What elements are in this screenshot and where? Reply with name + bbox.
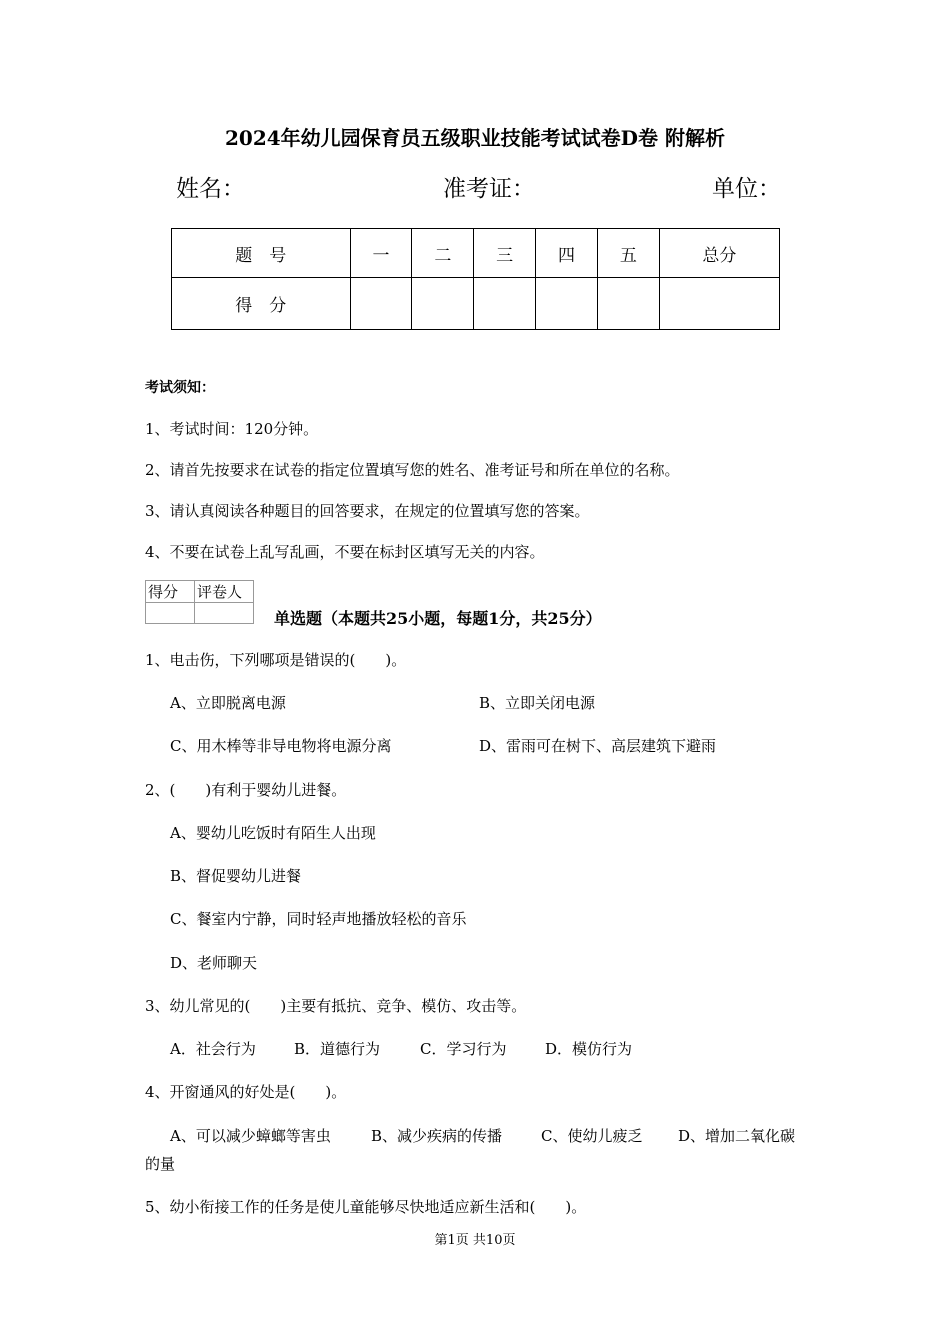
score-table-empty-cell	[474, 278, 536, 330]
question-stem: 4、开窗通风的好处是( )。	[145, 1083, 347, 1101]
score-table-header-row	[172, 229, 780, 278]
question-option: C、餐室内宁静，同时轻声地播放轻松的音乐	[170, 910, 467, 928]
exam-id-field-label: 准考证：	[443, 176, 535, 202]
score-table-score-row	[172, 278, 780, 330]
question-stem: 2、( )有利于婴幼儿进餐。	[145, 781, 347, 799]
section-title: 单选题（本题共25小题，每题1分，共25分）	[274, 609, 602, 628]
score-table-row-label: 得 分	[172, 278, 351, 330]
score-table-empty-cell	[350, 278, 412, 330]
question-option: D．模仿行为	[545, 1040, 633, 1058]
score-table-header-cell: 四	[536, 229, 598, 278]
question-option: D、增加二氧化碳	[678, 1127, 796, 1145]
grader-name-cell	[195, 603, 254, 624]
question-option: B．道德行为	[294, 1040, 381, 1058]
question-option: C、用木棒等非导电物将电源分离	[170, 737, 392, 755]
grader-score-cell	[146, 603, 195, 624]
notice-heading: 考试须知：	[145, 380, 215, 396]
score-table-header-cell: 总分	[659, 229, 779, 278]
score-table-empty-cell	[536, 278, 598, 330]
question-option: A、婴幼儿吃饭时有陌生人出现	[170, 824, 376, 842]
notice-item: 2、请首先按要求在试卷的指定位置填写您的姓名、准考证号和所在单位的名称。	[145, 461, 680, 479]
score-table-header-cell: 三	[474, 229, 536, 278]
question-option: B、减少疾病的传播	[371, 1127, 503, 1145]
score-table-empty-cell	[659, 278, 779, 330]
grader-score-label: 得分	[146, 581, 195, 603]
score-table-header-cell: 题 号	[172, 229, 351, 278]
page-footer: 第1页 共10页	[434, 1233, 516, 1248]
question-option: A、可以减少蟑螂等害虫	[170, 1127, 331, 1145]
notice-item: 4、不要在试卷上乱写乱画，不要在标封区填写无关的内容。	[145, 543, 545, 561]
score-table-header-cell: 二	[412, 229, 474, 278]
question-stem: 3、幼儿常见的( )主要有抵抗、竞争、模仿、攻击等。	[145, 997, 527, 1015]
name-field-label: 姓名：	[176, 176, 245, 202]
score-table-empty-cell	[412, 278, 474, 330]
notice-item: 1、考试时间：120分钟。	[145, 420, 319, 438]
question-option: B、立即关闭电源	[479, 694, 596, 712]
page-title: 2024年幼儿园保育员五级职业技能考试试卷D卷 附解析	[225, 126, 725, 150]
question-stem: 1、电击伤，下列哪项是错误的( )。	[145, 651, 407, 669]
question-option: C、使幼儿疲乏	[541, 1127, 643, 1145]
question-option-continuation: 的量	[145, 1155, 176, 1173]
question-option: B、督促婴幼儿进餐	[170, 867, 302, 885]
question-option: D、老师聊天	[170, 954, 258, 972]
question-option: D、雷雨可在树下、高层建筑下避雨	[479, 737, 717, 755]
score-table-header-cell: 一	[350, 229, 412, 278]
notice-item: 3、请认真阅读各种题目的回答要求，在规定的位置填写您的答案。	[145, 502, 590, 520]
score-table-header-cell: 五	[597, 229, 659, 278]
grader-box	[145, 580, 254, 624]
grader-name-label: 评卷人	[195, 581, 254, 603]
question-option: A、立即脱离电源	[170, 694, 286, 712]
question-stem: 5、幼小衔接工作的任务是使儿童能够尽快地适应新生活和( )。	[145, 1198, 587, 1216]
question-option: A．社会行为	[170, 1040, 256, 1058]
score-table-empty-cell	[597, 278, 659, 330]
score-table	[171, 228, 780, 330]
question-option: C．学习行为	[420, 1040, 507, 1058]
unit-field-label: 单位：	[712, 176, 781, 202]
